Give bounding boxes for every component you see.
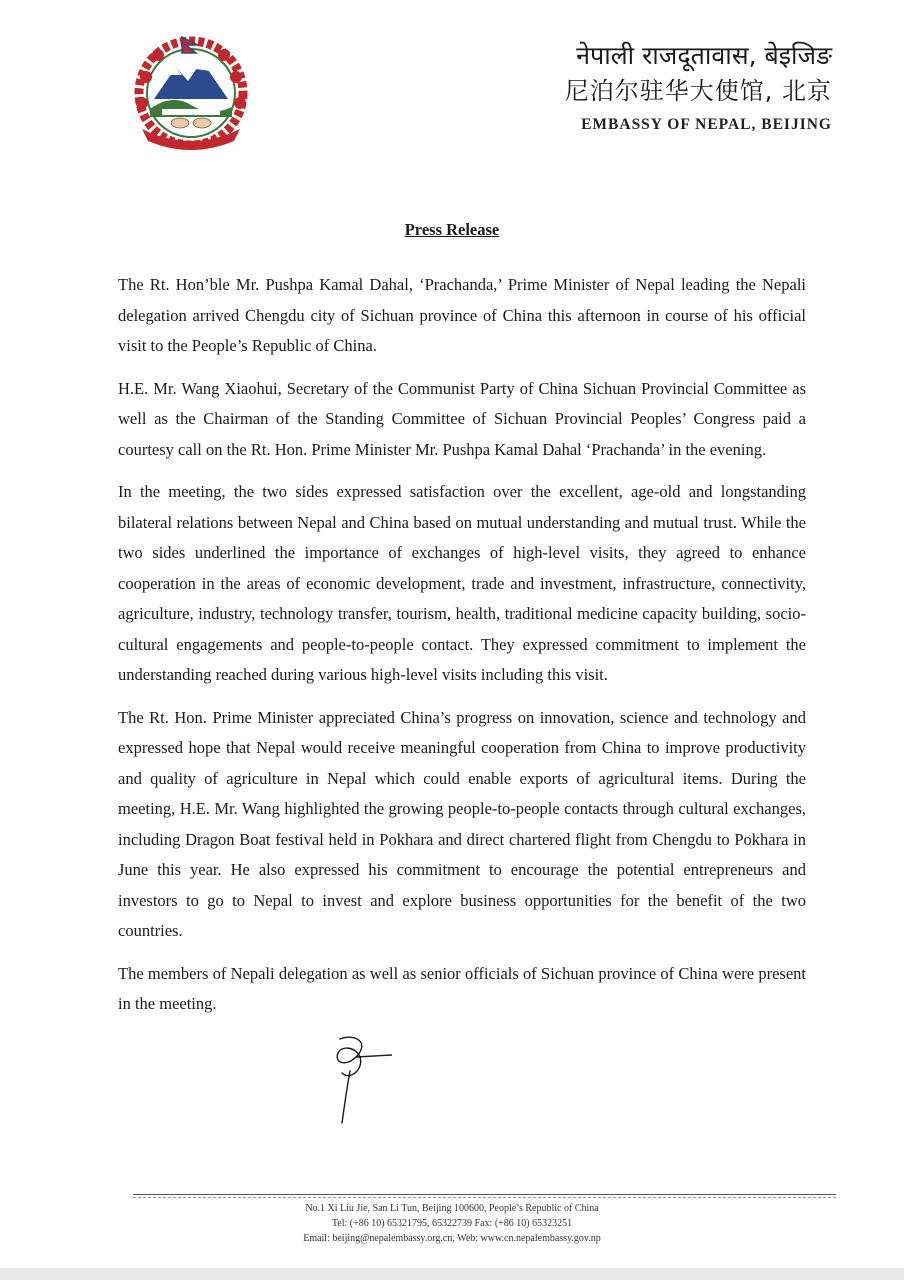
footer-phone: Tel: (+86 10) 65321795, 65322739 Fax: (+86 10) 65323251 bbox=[331, 1218, 573, 1229]
paragraph: The members of Nepali delegation as well as senior officials of Sichuan province of China were present in the meeting. bbox=[118, 963, 806, 1013]
scan-edge bbox=[0, 1268, 904, 1280]
paragraph: The Rt. Hon. Prime Minister appreciated China’s progress on innovation, science and technology and expressed hope that Nepal would receive meaningful cooperation from China to improve productivity and quality of agriculture in Nepal which could enable exports of agricultural items. During the meeting, H.E. Mr. Wang highlighted the growing people-to-people contacts through cultural exchanges, including Dragon Boat festival held in Pokhara and direct chartered flight from Chengdu to Pokhara in June this year. He also expressed his commitment to encourage the potential entrepreneurs and investors to go to Nepal to invest and explore business opportunities for the benefit of the two countries. bbox=[118, 707, 806, 940]
embassy-name-chinese: 尼泊尔驻华大使馆, 北京 bbox=[564, 77, 832, 105]
letterhead bbox=[565, 40, 832, 134]
footer-contact bbox=[0, 1201, 904, 1246]
footer-divider bbox=[133, 1194, 836, 1195]
footer-divider-dashed bbox=[133, 1197, 836, 1198]
nepal-emblem-icon bbox=[124, 33, 258, 151]
press-release-body bbox=[118, 270, 806, 1032]
embassy-name-english: EMBASSY OF NEPAL, BEIJING bbox=[581, 116, 832, 133]
paragraph: H.E. Mr. Wang Xiaohui, Secretary of the Communist Party of China Sichuan Provincial Committee as well as the Chairman of the Standing Committee of Sichuan Provincial Peoples’ Congress paid a courtesy call on the Rt. Hon. Prime Minister Mr. Pushpa Kamal Dahal ‘Prachanda’ in the evening. bbox=[118, 378, 806, 459]
footer-address: No.1 Xi Liu Jie, San Li Tun, Beijing 100600, People’s Republic of China bbox=[305, 1203, 599, 1214]
footer-email-web: Email: beijing@nepalembassy.org.cn, Web: www.cn.nepalembassy.gov.np bbox=[303, 1233, 601, 1244]
paragraph: The Rt. Hon’ble Mr. Pushpa Kamal Dahal, ‘Prachanda,’ Prime Minister of Nepal leading the Nepali delegation arrived Chengdu city of Sichuan province of China this afternoon in course of his official visit to the People’s Republic of China. bbox=[118, 275, 806, 355]
embassy-name-nepali: नेपाली राजदूतावास, बेइजिङ bbox=[576, 41, 832, 70]
paragraph: In the meeting, the two sides expressed satisfaction over the excellent, age-old and longstanding bilateral relations between Nepal and China based on mutual understanding and mutual trust. While the two sides underlined the importance of exchanges of high-level visits, they agreed to enhance cooperation in the areas of economic development, trade and investment, infrastructure, connectivity, agriculture, industry, technology transfer, tourism, health, traditional medicine capacity building, socio-cultural engagements and people-to-people contact. They expressed commitment to implement the understanding reached during various high-level visits including this visit. bbox=[118, 482, 806, 684]
handwritten-signature bbox=[316, 1033, 392, 1125]
document-title: Press Release bbox=[404, 220, 500, 239]
